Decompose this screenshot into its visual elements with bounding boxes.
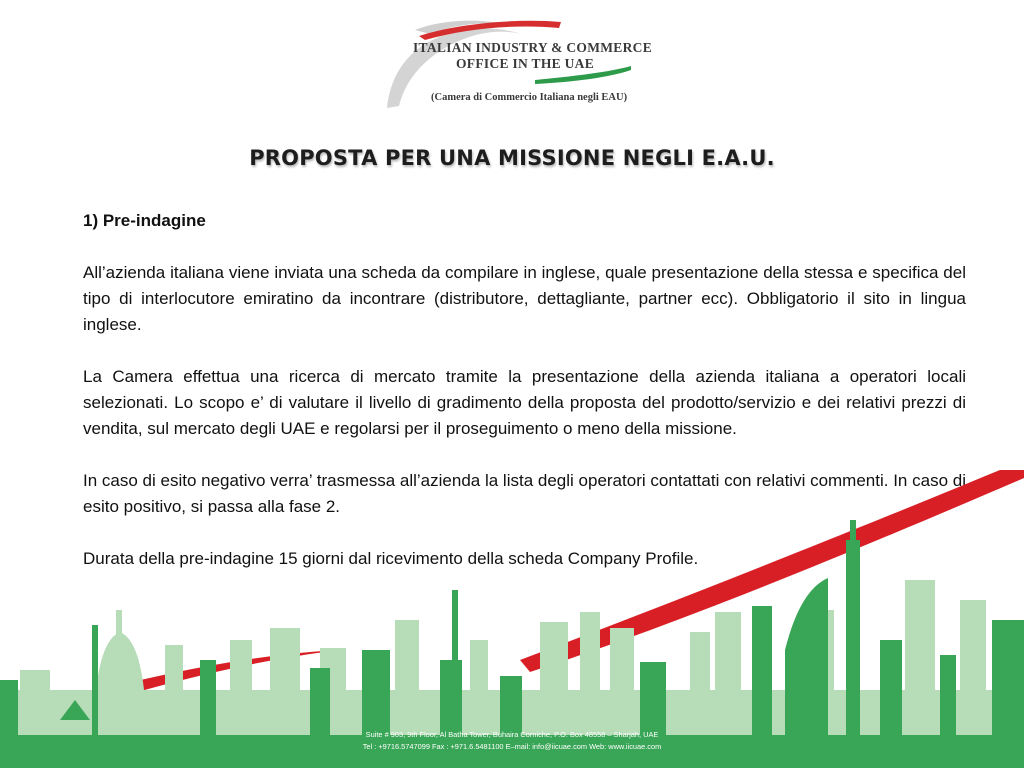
paragraph-4: Durata della pre-indagine 15 giorni dal ricevimento della scheda Company Profile. <box>83 549 699 568</box>
logo-line-2: OFFICE IN THE UAE <box>456 56 594 71</box>
footer-contacts: Tel : +9716.5747099 Fax : +971.6.5481100 E–mail: info@iicuae.com Web: www.iicuae.com <box>362 742 662 751</box>
city-skyline-illustration <box>0 470 1024 768</box>
footer-address: Suite # 903, 9th Floor, Al Batha Tower, Buhaira Corniche, P.O. Box 48558 – Sharjah, UAE <box>365 730 659 739</box>
paragraph-1: All’azienda italiana viene inviata una scheda da compilare in inglese, quale presentazione della stessa e specifica del tipo di interlocutore emiratino da incontrare (distributore, dettagliante, partner ecc). Obbligatorio il sito in lingua inglese. <box>83 263 966 334</box>
chamber-logo <box>385 20 653 112</box>
paragraph-2: La Camera effettua una ricerca di mercato tramite la presentazione della azienda italiana a operatori locali selezionati. Lo scopo e’ di valutare il livello di gradimento della proposta del prodotto/servizio e dei relativi prezzi di vendita, sul mercato degli UAE e regolarsi per il proseguimento o meno della missione. <box>83 367 966 438</box>
page-title: PROPOSTA PER UNA MISSIONE NEGLI E.A.U. <box>249 146 775 170</box>
paragraph-3: In caso di esito negativo verra’ trasmessa all’azienda la lista degli operatori contattati con relativi commenti. In caso di esito positivo, si passa alla fase 2. <box>83 471 966 516</box>
section-heading: 1) Pre-indagine <box>83 211 206 230</box>
logo-line-1: ITALIAN INDUSTRY & COMMERCE <box>413 40 653 55</box>
logo-line-3: (Camera di Commercio Italiana negli EAU) <box>431 92 628 103</box>
